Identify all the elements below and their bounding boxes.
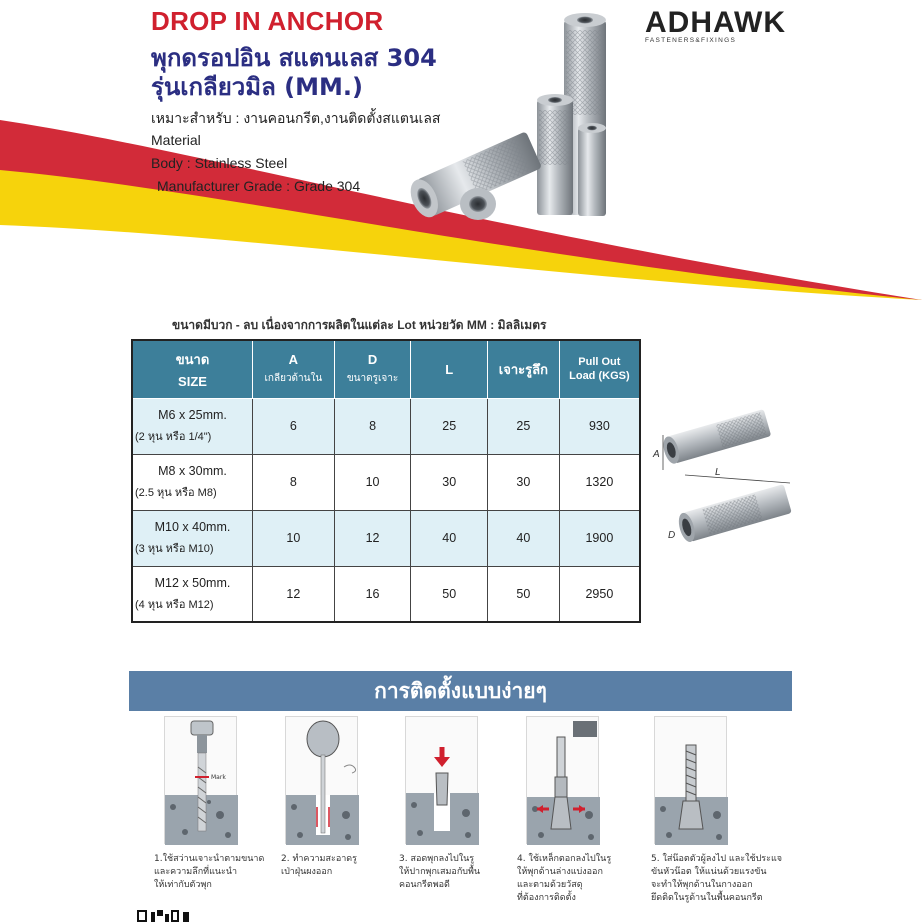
header-a: A เกลียวด้านใน [253, 340, 335, 398]
install-step-5-illustration [654, 716, 727, 844]
product-title-thai-2: รุ่นเกลียวมิล (MM.) [151, 73, 363, 101]
cell-a: 12 [253, 566, 335, 622]
material-label: Material [151, 132, 201, 148]
cell-pull: 930 [559, 398, 640, 454]
table-header-row [132, 340, 640, 398]
header-depth: เจาะรูลึก [488, 340, 560, 398]
cell-depth: 40 [488, 510, 560, 566]
cell-size: M10 x 40mm. (3 หุน หรือ M10) [132, 510, 253, 566]
cell-a: 8 [253, 454, 335, 510]
cell-size: M12 x 50mm. (4 หุน หรือ M12) [132, 566, 253, 622]
install-step-4-caption: 4. ใช้เหล็กตอกลงไปในรู ให้พุกด้านล่างแบ่งออก และตามด้วยวัสดุ ที่ต้องการติดตั้ง [517, 854, 612, 904]
mark-label: Mark [211, 774, 226, 781]
install-step-4-illustration [526, 716, 599, 844]
install-step-2-caption: 2. ทำความสะอาดรู เป่าฝุ่นผงออก [281, 854, 357, 878]
grade-spec: Manufacturer Grade : Grade 304 [157, 178, 361, 194]
hero-banner [0, 0, 922, 300]
anchor-photo-medium [537, 94, 573, 215]
cell-d: 16 [334, 566, 411, 622]
anchor-photo-small-lying [460, 188, 496, 220]
cell-a: 6 [253, 398, 335, 454]
cell-depth: 30 [488, 454, 560, 510]
install-step-3-illustration [405, 716, 478, 844]
cell-size: M6 x 25mm. (2 หุน หรือ 1/4") [132, 398, 253, 454]
install-step-2-illustration [285, 716, 358, 844]
cell-depth: 50 [488, 566, 560, 622]
table-row [132, 398, 640, 454]
cell-d: 12 [334, 510, 411, 566]
header-d: D ขนาดรูเจาะ [334, 340, 411, 398]
table-row [132, 566, 640, 622]
spec-table [131, 339, 641, 623]
install-step-1-caption: 1.ใช้สว่านเจาะนำตามขนาด และความลึกที่แนะนำ ให้เท่ากับตัวพุก [154, 854, 265, 891]
cell-a: 10 [253, 510, 335, 566]
product-title: DROP IN ANCHOR [151, 6, 384, 36]
label-l: L [715, 467, 721, 478]
suitable-for-text: เหมาะสำหรับ : งานคอนกรีต,งานติดตั้งสแตนเลส [151, 110, 441, 126]
diagram-anchor-top [661, 409, 772, 465]
cell-pull: 1900 [559, 510, 640, 566]
body-spec: Body : Stainless Steel [151, 155, 288, 171]
label-d: D [668, 530, 676, 541]
qr-code [137, 910, 193, 922]
diagram-anchor-bottom [676, 484, 792, 544]
setting-tool-icon [527, 717, 600, 845]
cell-d: 10 [334, 454, 411, 510]
cell-l: 40 [411, 510, 488, 566]
cell-l: 50 [411, 566, 488, 622]
header-size: ขนาด SIZE [132, 340, 253, 398]
header-l: L [411, 340, 488, 398]
table-row [132, 510, 640, 566]
install-step-5-caption: 5. ใส่น๊อตตัวผู้ลงไป และใช้ประแจ ขันหัวน๊อต ให้แน่นด้วยแรงขัน จะทำให้พุกด้านในกางออก ยึดติดในรูด้านในพื้นคอนกรีต [651, 854, 783, 904]
table-row [132, 454, 640, 510]
label-a: A [653, 449, 660, 460]
spec-note: ขนาดมีบวก - ลบ เนื่องจากการผลิตในแต่ละ Lot หน่วยวัด MM : มิลลิเมตร [172, 318, 547, 332]
cell-d: 8 [334, 398, 411, 454]
product-title-thai-1: พุกดรอปอิน สแตนเลส 304 [151, 44, 437, 72]
brand-name: ADHAWK [645, 6, 786, 39]
cell-l: 30 [411, 454, 488, 510]
drill-icon [165, 717, 238, 845]
cell-depth: 25 [488, 398, 560, 454]
header-pull-out: Pull Out Load (KGS) [559, 340, 640, 398]
cell-pull: 2950 [559, 566, 640, 622]
install-step-1-illustration [164, 716, 237, 844]
cell-pull: 1320 [559, 454, 640, 510]
install-heading: การติดตั้งแบบง่ายๆ [129, 671, 792, 711]
dimension-diagram [650, 395, 810, 555]
bolt-icon [655, 717, 728, 845]
install-step-3-caption: 3. สอดพุกลงไปในรู ให้ปากพุกเสมอกับพื้น คอนกรีตพอดี [399, 854, 481, 891]
blower-icon [286, 717, 359, 845]
cell-l: 25 [411, 398, 488, 454]
insert-anchor-icon [406, 717, 479, 845]
cell-size: M8 x 30mm. (2.5 หุน หรือ M8) [132, 454, 253, 510]
brand-logo [645, 6, 795, 46]
brand-tagline: FASTENERS&FIXINGS [645, 37, 737, 44]
anchor-photo-small [578, 123, 606, 216]
